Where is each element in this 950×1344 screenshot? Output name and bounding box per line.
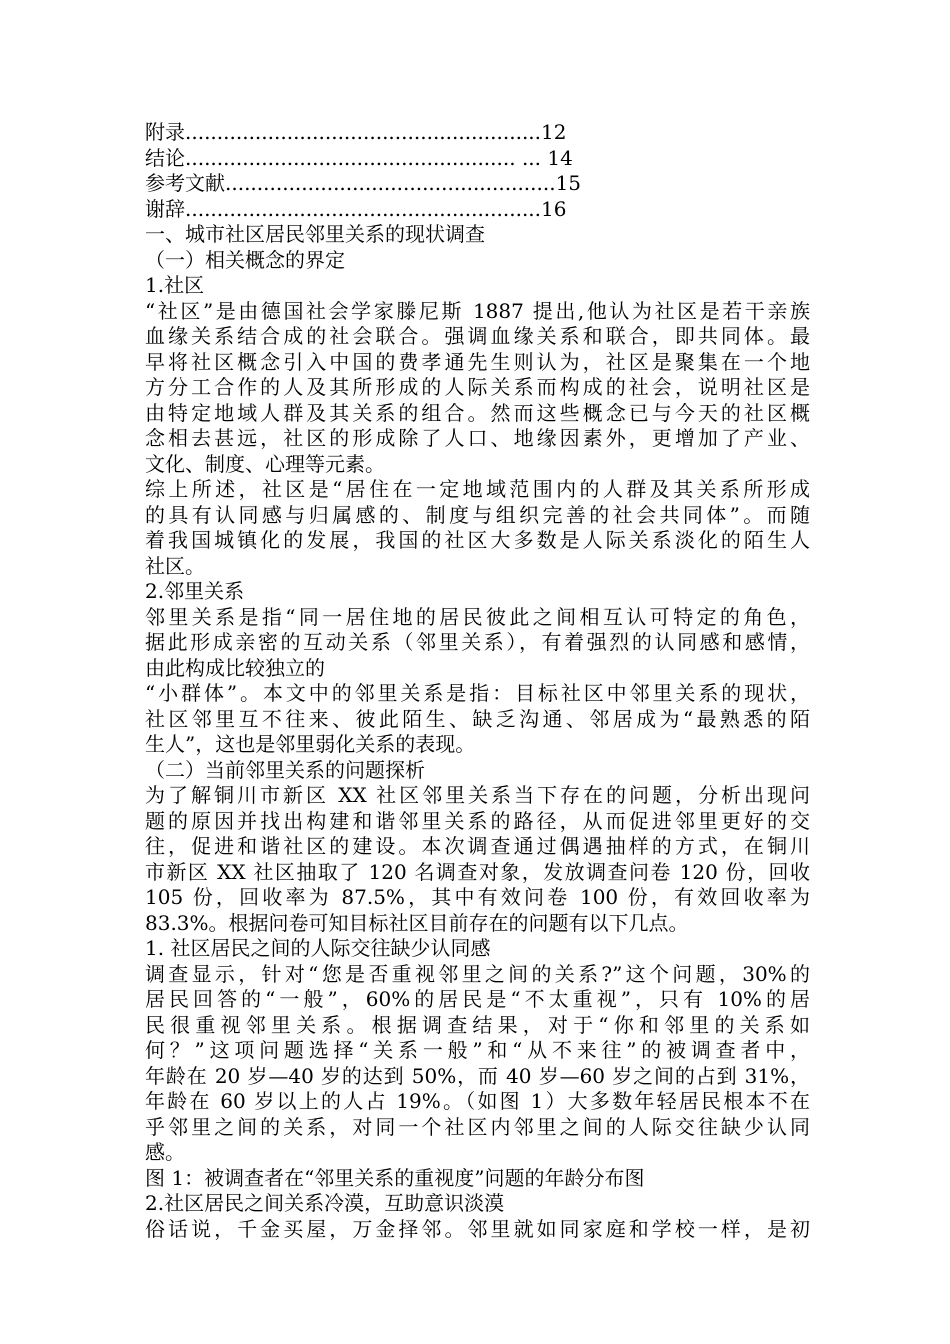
paragraph-line: 往，促进和谐社区的建设。本次调查通过偶遇抽样的方式，在铜川 <box>145 834 810 858</box>
paragraph-line: 何？”这项问题选择“关系一般”和“从不来往”的被调查者中， <box>145 1038 810 1062</box>
paragraph-line: 文化、制度、心理等元素。 <box>145 451 385 476</box>
paragraph-line: 的具有认同感与归属感的、制度与组织完善的社会共同体”。而随 <box>145 502 810 527</box>
paragraph-line: 年龄在 60 岁以上的人占 19%。（如图 1）大多数年轻居民根本不在 <box>145 1089 810 1113</box>
subheading-indifference: 2.社区居民之间关系冷漠，互助意识淡漠 <box>145 1191 505 1215</box>
paragraph-line: 社区。 <box>145 553 205 578</box>
figure-caption: 图 1：被调查者在“邻里关系的重视度”问题的年龄分布图 <box>145 1165 645 1190</box>
subsection-heading-1-2: （二）当前邻里关系的问题探析 <box>145 757 425 782</box>
paragraph-line: 着我国城镇化的发展，我国的社区大多数是人际关系淡化的陌生人 <box>145 528 810 552</box>
paragraph-survey-results <box>145 962 810 1166</box>
paragraph-survey-method <box>145 783 810 936</box>
paragraph-small-group <box>145 681 810 758</box>
paragraph-line: “小群体”。本文中的邻里关系是指：目标社区中邻里关系的现状， <box>145 681 810 705</box>
paragraph-line: 年龄在 20 岁—40 岁的达到 50%，而 40 岁—60 岁之间的占到 31%， <box>145 1063 810 1088</box>
toc-entry-conclusion[interactable]: 结论.................................................... ... 14 <box>145 145 573 170</box>
paragraph-line: 方分工合作的人及其所形成的人际关系而构成的社会，说明社区是 <box>145 375 810 399</box>
section-heading-1: 一、城市社区居民邻里关系的现状调查 <box>145 222 485 246</box>
paragraph-community-definition <box>145 299 810 478</box>
paragraph-line: 83.3%。根据问卷可知目标社区目前存在的问题有以下几点。 <box>145 910 689 935</box>
paragraph-line: 俗话说，千金买屋，万金择邻。邻里就如同家庭和学校一样，是初 <box>145 1216 810 1241</box>
toc-entry-appendix[interactable]: 附录........................................................12 <box>145 120 567 144</box>
paragraph-community-summary <box>145 477 810 579</box>
paragraph-line: 感。 <box>145 1140 185 1164</box>
subheading-lack-of-identity: 1. 社区居民之间的人际交往缺少认同感 <box>145 936 491 960</box>
paragraph-line: 为了解铜川市新区 XX 社区邻里关系当下存在的问题，分析出现问 <box>145 783 810 807</box>
paragraph-line: 105 份，回收率为 87.5%，其中有效问卷 100 份，有效回收率为 <box>145 885 810 909</box>
paragraph-line: 据此形成亲密的互动关系（邻里关系），有着强烈的认同感和感情， <box>145 630 810 654</box>
table-of-contents <box>145 120 810 222</box>
paragraph-line: 邻里关系是指“同一居住地的居民彼此之间相互认可特定的角色， <box>145 604 810 629</box>
paragraph-line: 血缘关系结合成的社会联合。强调血缘关系和联合，即共同体。最 <box>145 324 810 348</box>
paragraph-line: 居民回答的“一般”，60%的居民是“不太重视”，只有 10%的居 <box>145 987 810 1011</box>
subheading-neighborhood-relations: 2.邻里关系 <box>145 579 245 603</box>
paragraph-line: 乎邻里之间的关系，对同一个社区内邻里之间的人际交往缺少认同 <box>145 1114 810 1139</box>
subheading-community: 1.社区 <box>145 273 205 297</box>
toc-entry-acknowledgements[interactable]: 谢辞........................................................16 <box>145 196 567 221</box>
paragraph-line: 题的原因并找出构建和谐邻里关系的路径，从而促进邻里更好的交 <box>145 808 810 833</box>
paragraph-line: 民很重视邻里关系。根据调查结果，对于“你和邻里的关系如 <box>145 1012 810 1037</box>
paragraph-line: 社区邻里互不往来、彼此陌生、缺乏沟通、邻居成为“最熟悉的陌 <box>145 706 810 731</box>
paragraph-line: 市新区 XX 社区抽取了 120 名调查对象，发放调查问卷 120 份，回收 <box>145 859 810 884</box>
toc-entry-references[interactable]: 参考文献....................................................15 <box>145 171 582 195</box>
paragraph-line: 生人”，这也是邻里弱化关系的表现。 <box>145 732 476 756</box>
paragraph-neighborhood-definition <box>145 605 810 682</box>
paragraph-line: 由此构成比较独立的 <box>145 655 325 680</box>
paragraph-line: 综上所述，社区是“居住在一定地域范围内的人群及其关系所形成 <box>145 477 810 501</box>
paragraph-proverb <box>145 1217 810 1243</box>
subsection-heading-1-1: （一）相关概念的界定 <box>145 247 345 272</box>
paragraph-line: 念相去甚远，社区的形成除了人口、地缘因素外，更增加了产业、 <box>145 426 810 450</box>
paragraph-line: 早将社区概念引入中国的费孝通先生则认为，社区是聚集在一个地 <box>145 349 810 374</box>
paragraph-line: 由特定地域人群及其关系的组合。然而这些概念已与今天的社区概 <box>145 400 810 425</box>
paragraph-line: 调查显示，针对“您是否重视邻里之间的关系?”这个问题，30%的 <box>145 961 810 986</box>
paragraph-line: “社区”是由德国社会学家滕尼斯 1887 提出,他认为社区是若干亲族 <box>145 298 810 323</box>
